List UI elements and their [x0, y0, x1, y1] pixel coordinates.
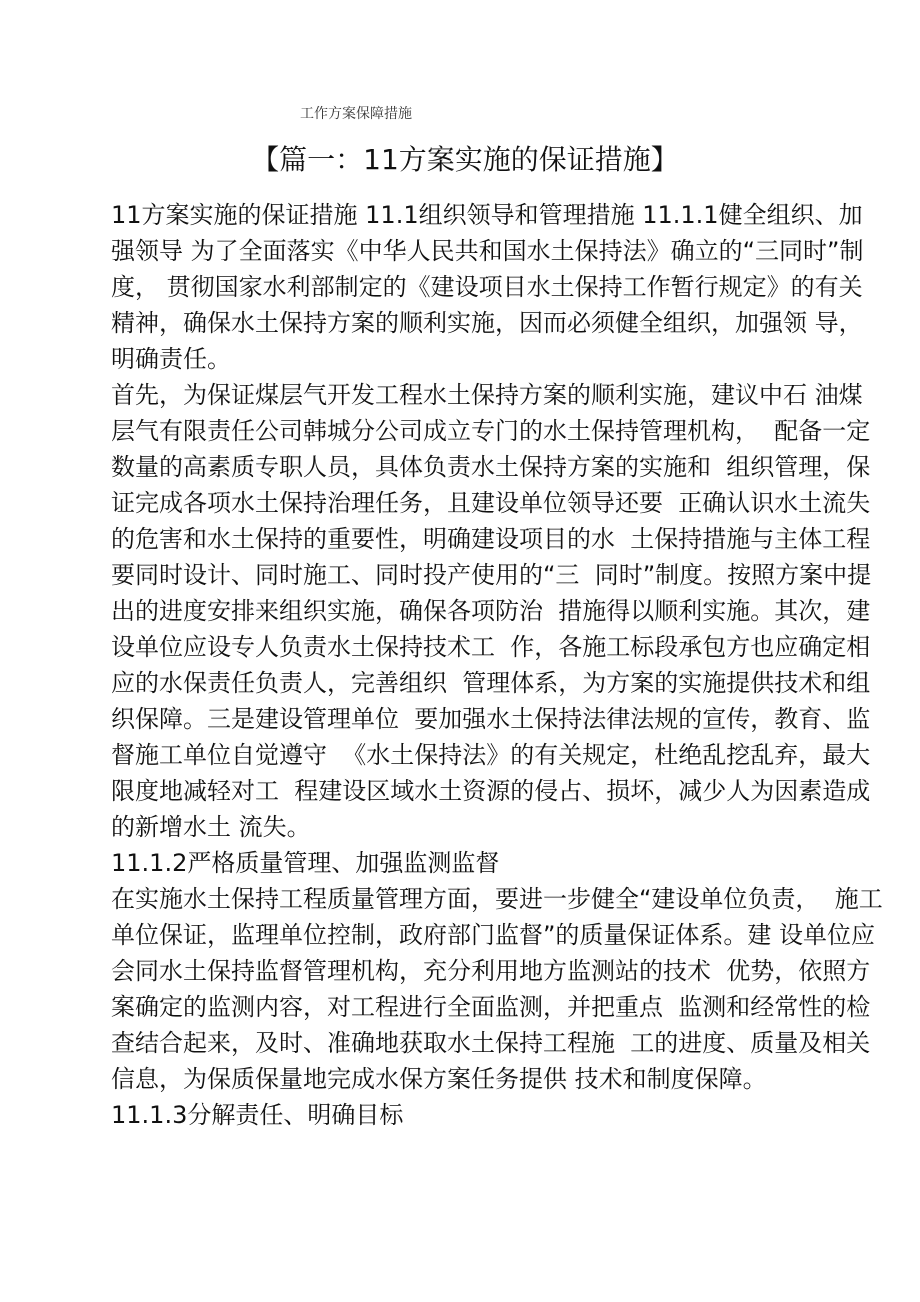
text-line: 单位保证，监理单位控制，政府部门监督”的质量保证体系。建 设单位应 [111, 921, 876, 949]
text-line: 督施工单位自觉遵守 《水土保持法》的有关规定，杜绝乱挖乱弃，最大 [111, 741, 871, 769]
text-line: 11.1.3分解责任、明确目标 [111, 1101, 404, 1129]
text-line: 11.1.2严格质量管理、加强监测监督 [111, 849, 500, 877]
text-line: 在实施水土保持工程质量管理方面，要进一步健全“建设单位负责， 施工 [111, 885, 883, 913]
text-line: 强领导 为了全面落实《中华人民共和国水土保持法》确立的“三同时”制 [111, 237, 864, 265]
text-line: 应的水保责任负责人，完善组织 管理体系，为方案的实施提供技术和组 [111, 669, 871, 697]
document-body [111, 197, 883, 1133]
document-title: 【篇一：11方案实施的保证措施】 [251, 143, 679, 176]
text-line: 11方案实施的保证措施 11.1组织领导和管理措施 11.1.1健全组织、加 [111, 201, 863, 229]
text-line: 出的进度安排来组织实施，确保各项防治 措施得以顺利实施。其次，建 [111, 597, 871, 625]
text-line: 的危害和水土保持的重要性，明确建设项目的水 土保持措施与主体工程 [111, 525, 871, 553]
text-line: 证完成各项水土保持治理任务，且建设单位领导还要 正确认识水土流失 [111, 489, 871, 517]
text-line: 织保障。三是建设管理单位 要加强水土保持法律法规的宣传，教育、监 [111, 705, 871, 733]
text-line: 数量的高素质专职人员，具体负责水土保持方案的实施和 组织管理，保 [111, 453, 871, 481]
text-line: 层气有限责任公司韩城分公司成立专门的水土保持管理机构， 配备一定 [111, 417, 871, 445]
text-line: 设单位应设专人负责水土保持技术工 作，各施工标段承包方也应确定相 [111, 633, 871, 661]
text-line: 信息，为保质保量地完成水保方案任务提供 技术和制度保障。 [111, 1065, 767, 1093]
text-line: 首先，为保证煤层气开发工程水土保持方案的顺利实施，建议中石 油煤 [111, 381, 863, 409]
text-line: 案确定的监测内容，对工程进行全面监测，并把重点 监测和经常性的检 [111, 993, 871, 1021]
text-line: 要同时设计、同时施工、同时投产使用的“三 同时”制度。按照方案中提 [111, 561, 872, 589]
text-line: 查结合起来，及时、准确地获取水土保持工程施 工的进度、质量及相关 [111, 1029, 871, 1057]
page-header: 工作方案保障措施 [300, 106, 412, 122]
text-line: 会同水土保持监督管理机构，充分利用地方监测站的技术 优势，依照方 [111, 957, 871, 985]
text-line: 明确责任。 [111, 345, 231, 373]
text-line: 限度地减轻对工 程建设区域水土资源的侵占、损坏，减少人为因素造成 [111, 777, 871, 805]
text-line: 精神，确保水土保持方案的顺利实施，因而必须健全组织，加强领 导， [111, 309, 863, 337]
text-line: 度， 贯彻国家水利部制定的《建设项目水土保持工作暂行规定》的有关 [111, 273, 863, 301]
text-line: 的新增水土 流失。 [111, 813, 311, 841]
